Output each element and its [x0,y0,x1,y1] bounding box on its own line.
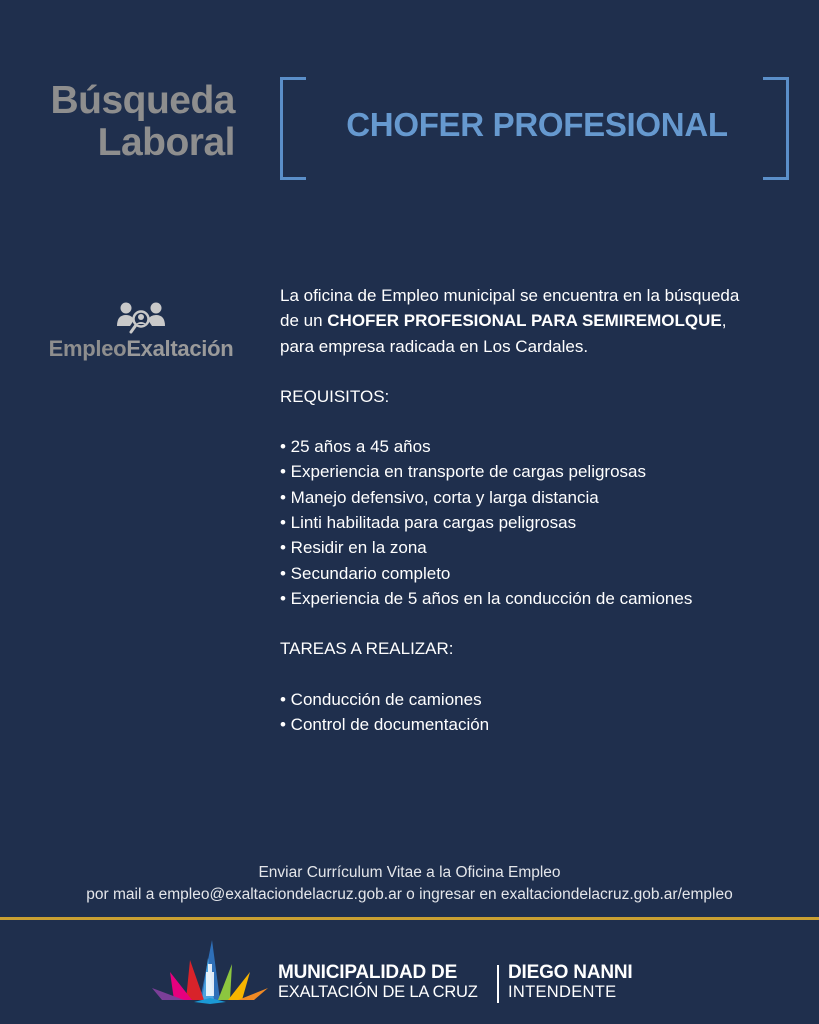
people-search-icon [115,300,167,336]
logo-text-light: Empleo [48,336,127,361]
intro-line-2-bold: CHOFER PROFESIONAL PARA SEMIREMOLQUE [327,311,722,331]
intro-line-2-prefix: de un [280,311,328,331]
job-title: CHOFER PROFESIONAL [346,106,728,143]
intro-line-3: para empresa radicada en Los Cardales. [280,336,589,356]
footer-line-1: Enviar Currículum Vitae a la Oficina Empleo [258,864,561,881]
municipality-name [278,963,493,1001]
mayor-info [508,963,632,1001]
mayor-name: DIEGO NANNI [508,962,633,983]
empleo-exaltacion-logo [30,300,252,365]
footer-line-2: por mail a empleo@exaltaciondelacruz.gob.ar o ingresar en exaltaciondelacruz.gob.ar/empleo [86,886,733,903]
mayor-title: INTENDENTE [508,983,617,1001]
logo-text-bold: Exaltación [126,336,234,361]
requirement-item: • Residir en la zona [280,538,427,558]
right-bracket [763,77,789,180]
municipality-logo-icon [150,938,270,1006]
requirement-item: • Linti habilitada para cargas peligrosas [280,513,577,533]
municipality-name-line-1: MUNICIPALIDAD DE [278,962,458,983]
task-item: • Control de documentación [280,714,490,734]
requirement-item: • 25 años a 45 años [280,437,431,457]
divider-line [0,917,819,920]
task-item: • Conducción de camiones [280,689,482,709]
tasks-heading: TAREAS A REALIZAR: [280,639,454,659]
requirement-item: • Manejo defensivo, corta y larga distancia [280,487,599,507]
requirements-heading: REQUISITOS: [280,386,390,406]
municipality-name-line-2: EXALTACIÓN DE LA CRUZ [278,983,478,1001]
left-bracket [280,77,306,180]
intro-line-2 [280,308,790,333]
job-description [280,283,790,737]
logo-separator [497,965,499,1003]
intro-line-2-suffix: , [721,311,727,331]
application-instructions [0,862,819,906]
title-line-2: Laboral [97,121,235,164]
requirement-item: • Secundario completo [280,563,451,583]
intro-line-1: La oficina de Empleo municipal se encuentra en la búsqueda [280,286,740,305]
title-line-1: Búsqueda [50,79,235,122]
requirement-item: • Experiencia de 5 años en la conducción de camiones [280,588,693,608]
logo-text [30,336,252,362]
page-title [30,80,235,164]
requirement-item: • Experiencia en transporte de cargas peligrosas [280,462,646,482]
